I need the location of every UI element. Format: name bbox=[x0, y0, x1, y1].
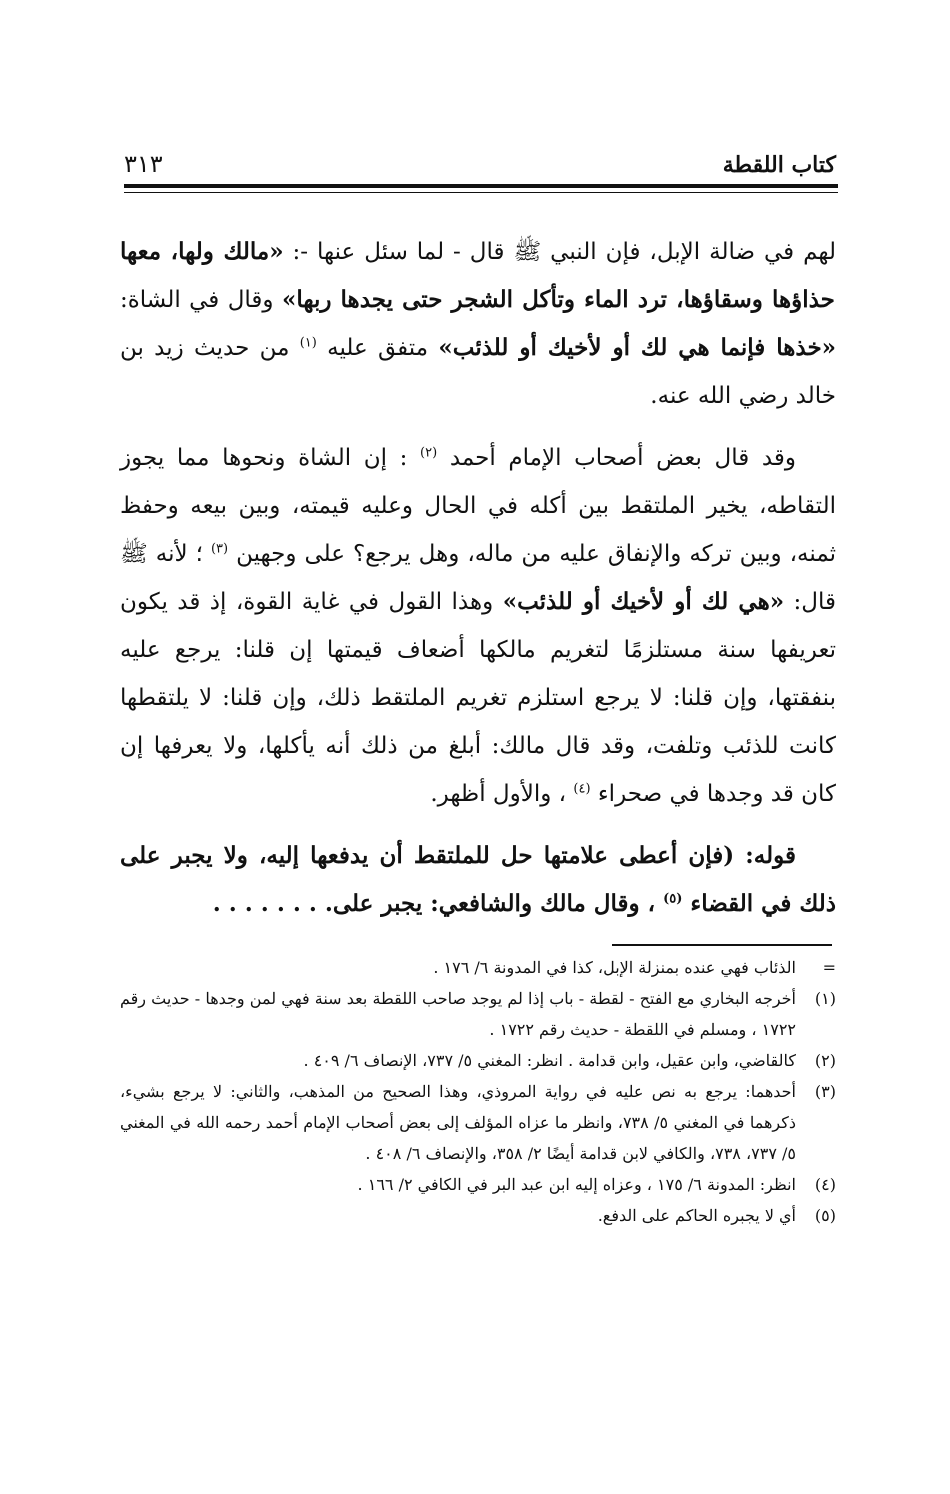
p1-text-4: من حديث زيد بن خالد رضي الله عنه. bbox=[120, 335, 836, 409]
footnote-number: (٤) bbox=[814, 1175, 836, 1194]
footnote-text: الذئاب فهي عنده بمنزلة الإبل، كذا في المدونة ٦/ ١٧٦ . bbox=[433, 958, 796, 977]
footnote-text: أحدهما: يرجع به نص عليه في رواية المروذي، وهذا الصحيح من المذهب، والثاني: لا يرجع بشيء، ذكرهما في المغني ٥/ ٧٣٨، وانظر ما عزاه المؤلف إلى بعض أصحاب الإمام أحمد رحمه الله في المغني ٥/ ٧٣٧، ٧٣٨، والكافي لابن قدامة أيضًا ٢/ ٣٥٨، والإنصاف ٦/ ٤٠٨ . bbox=[120, 1082, 796, 1163]
footnote-ref-2: (٢) bbox=[420, 445, 438, 461]
footnote-number: (٣) bbox=[814, 1082, 836, 1101]
p1-text-3: متفق عليه bbox=[327, 335, 429, 361]
footnote-separator bbox=[612, 944, 832, 946]
footnote-ref-1: (١) bbox=[299, 335, 317, 351]
footnote-text: انظر: المدونة ٦/ ١٧٥ ، وعزاه إليه ابن عبد البر في الكافي ٢/ ١٦٦ . bbox=[357, 1175, 796, 1194]
paragraph-1 bbox=[120, 228, 836, 420]
p2-text-1: وقد قال بعض أصحاب الإمام أحمد bbox=[449, 445, 797, 471]
p2-text-3: ؛ لأنه ﷺ قال: bbox=[120, 541, 837, 615]
footnote-number: (١) bbox=[814, 989, 836, 1008]
header-rule-thin bbox=[124, 192, 838, 193]
p1-quote-sheep: «خذها فإنما هي لك أو لأخيك أو للذئب» bbox=[438, 334, 837, 361]
footnote-text: كالقاضي، وابن عقيل، وابن قدامة . انظر: المغني ٥/ ٧٣٧، الإنصاف ٦/ ٤٠٩ . bbox=[303, 1051, 796, 1070]
footnote-ref-5: (٥) bbox=[663, 891, 683, 907]
chapter-title: كتاب اللقطة bbox=[722, 152, 836, 178]
p1-quote-camel: «مالك ولها، معها حذاؤها وسقاؤها، ترد الماء وتأكل الشجر حتى يجدها ربها» bbox=[120, 238, 835, 313]
footnote-4 bbox=[120, 1169, 836, 1200]
p2-text-2: : إن الشاة ونحوها مما يجوز التقاطه، يخير الملتقط بين أكله في الحال وعليه قيمته، وبين بيعه وحفظ ثمنه، وبين تركه والإنفاق عليه من ماله، وهل يرجع؟ على وجهين bbox=[120, 445, 837, 567]
footnote-5 bbox=[120, 1200, 836, 1231]
running-header bbox=[124, 140, 836, 178]
paragraph-2 bbox=[120, 434, 836, 818]
footnote-number: (٢) bbox=[814, 1051, 836, 1070]
footnote-2 bbox=[120, 1045, 836, 1076]
footnote-number: = bbox=[822, 958, 836, 977]
p2-text-5: ، والأول أظهر. bbox=[430, 781, 567, 807]
p2-quote: «هي لك أو لأخيك أو للذئب» bbox=[502, 588, 785, 615]
p1-text-2: وقال في الشاة: bbox=[120, 287, 274, 313]
main-text bbox=[120, 228, 836, 928]
footnote-text: أي لا يجبره الحاكم على الدفع. bbox=[597, 1206, 796, 1225]
p1-text-1: لهم في ضالة الإبل، فإن النبي ﷺ قال - لما سئل عنها -: bbox=[283, 239, 836, 265]
header-rule-thick bbox=[124, 184, 838, 188]
footnote-3 bbox=[120, 1076, 836, 1169]
footnote-text: أخرجه البخاري مع الفتح - لقطة - باب إذا لم يوجد صاحب اللقطة بعد سنة فهي لمن وجدها - حديث رقم ١٧٢٢ ، ومسلم في اللقطة - حديث رقم ١٧٢٢ . bbox=[120, 989, 796, 1039]
footnote-continuation bbox=[120, 952, 836, 983]
footnote-number: (٥) bbox=[814, 1206, 836, 1225]
footnote-1 bbox=[120, 983, 836, 1045]
footnote-ref-4: (٤) bbox=[573, 781, 591, 797]
footnote-ref-3: (٣) bbox=[210, 541, 229, 557]
p3-text-1: قوله: (فإن أعطى علامتها حل للملتقط أن يدفعها إليه، ولا يجبر على ذلك في القضاء bbox=[120, 842, 836, 917]
p2-text-4: وهذا القول في غاية القوة، إذ قد يكون تعريفها سنة مستلزمًا لتغريم مالكها أضعاف قيمتها إن قلنا: يرجع عليه بنفقتها، وإن قلنا: لا يرجع استلزم تغريم الملتقط ذلك، وإن قلنا: لا يلتقطها كانت للذئب وتلفت، وقد قال مالك: أبلغ من ذلك أنه يأكلها، ولا يعرفها إن كان قد وجدها في صحراء bbox=[120, 589, 836, 807]
page-number: ٣١٣ bbox=[124, 150, 163, 178]
footnotes bbox=[120, 952, 836, 1231]
paragraph-3 bbox=[120, 832, 836, 928]
p3-text-2: ، وقال مالك والشافعي: يجبر على. . . . . . . . bbox=[212, 890, 656, 917]
